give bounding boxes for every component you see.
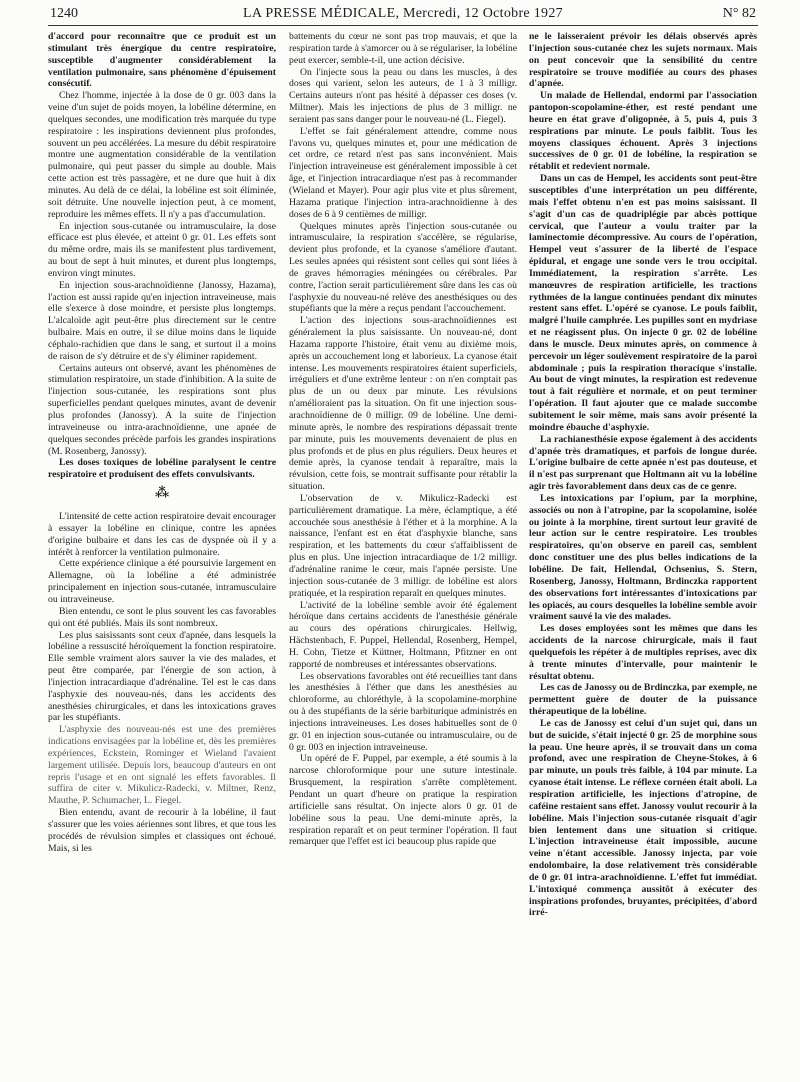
paragraph: L'action des injections sous-arachnoïdiennes est généralement la plus saisissante. Un nouveau-né, dont Hazama rapporte l'histoire, était venu au dixième mois, après un accouchement long et laborieux. La cyanose était intense. Les mouvements respiratoires étaient superficiels, irréguliers et d'une extrême lenteur : on n'en comptait pas plus de un ou deux par minute. Les révulsions n'amélioraient pas la situation. On fit une injection sous-arachnoïdienne de 0 milligr. 09 de lobéline. Une demi-minute après, le nombre des respirations dépassait trente par minute, puis les mouvements devenaient de plus en plus profonds et de plus en plus réguliers. Deux heures et demie après, la cyanose tendait à reparaître, mais la révulsion, cette fois, se montrait suffisante pour rétablir la situation. [289, 315, 517, 493]
paragraph: En injection sous-cutanée ou intramusculaire, la dose efficace est plus élevée, et atteint 0 gr. 01. Les effets sont du même ordre, mais ils se manifestent plus tardivement, au bout de sept à huit minutes, et durent plus longtemps, environ vingt minutes. [48, 220, 276, 279]
paragraph: L'asphyxie des nouveau-nés est une des premières indications envisagées par la lobéline et, dès les premières expériences, Eckstein, Rominger et Wieland l'avaient largement utilisée. Depuis lors, beaucoup d'auteurs en ont repris l'usage et en ont signalé les effets favorables. Il suffira de citer v. Mikulicz-Radecki, v. Miltner, Renz, Mauthe, P. Schumacher, L. Fiegel. [48, 724, 276, 807]
paragraph: Un malade de Hellendal, endormi par l'association pantopon-scopolamine-éther, est resté pendant une heure en état grave d'oligopnée, à 5, puis 4, puis 3 respirations par minute. Le pouls faiblit. Tous les moyens classiques échouent. Après 3 injections successives de 0 gr. 01 de lobéline, la respiration se rétablit et redevient normale. [529, 90, 757, 173]
paragraph: d'accord pour reconnaître que ce produit est un stimulant très énergique du centre respiratoire, susceptible d'augmenter considérablement la ventilation pulmonaire, sans phénomène d'épuisement consécutif. [48, 31, 276, 90]
paragraph: Quelques minutes après l'injection sous-cutanée ou intramusculaire, la respiration s'accélère, se régularise, devient plus profonde, et la cyanose s'améliore d'autant. Les seules apnées qui résistent sont celles qui sont liées à de graves hémorragies méningées ou cérébrales. Par contre, l'action serait particulièrement sûre dans les cas où l'asphyxie du nouveau-né relève des anesthésiques ou des stupéfiants que la mère a reçus pendant l'accouchement. [289, 220, 517, 315]
paragraph: Les cas de Janossy ou de Brdinczka, par exemple, ne permettent guère de douter de la puissance thérapeutique de la lobéline. [529, 682, 757, 718]
paragraph: ne le laisseraient prévoir les délais observés après l'injection sous-cutanée chez les sujets normaux. Mais on peut concevoir que la sensibilité du centre respiratoire se trouve modifiée au cours des phases d'apnée. [529, 31, 757, 90]
paragraph: Les observations favorables ont été recueillies tant dans les anesthésies à l'éther que dans les anesthésies au chloroforme, au chloréthyle, à la scopolamine-morphine ou à des stupéfiants de la série barbiturique administrés en injections intraveineuses. Les doses habituelles sont de 0 gr. 01 en injection sous-cutanée ou intramusculaire, ou de 0 gr. 003 en injection intraveineuse. [289, 670, 517, 753]
paragraph: Les intoxications par l'opium, par la morphine, associés ou non à l'atropine, par la scopolamine, isolée ou jointe à la morphine, tirent surtout leur gravité de leur action sur le centre respiratoire. Les troubles respiratoires, qu'on observe en pareil cas, semblent donc constituer une des plus belles indications de la lobéline. De fait, Hellendal, Ochsenius, S. Stern, Rosenberg, Janossy, Holtmann, Brdinczka rapportent des observations fort intéressantes d'intoxications par les opiacés, au cours desquelles la lobéline semble avoir vraiment sauvé la vie des malades. [529, 492, 757, 623]
paragraph: Certains auteurs ont observé, avant les phénomènes de stimulation respiratoire, un stade d'inhibition. A la suite de l'injection sous-cutanée, les respirations sont plus superficielles pendant quelques minutes, avant de devenir plus profondes (Janossy). A la suite de l'injection intraveineuse ou intra-arachnoïdienne, une apnée de quelques secondes précède parfois les grandes inspirations (M. Rosenberg, Janossy). [48, 362, 276, 457]
paragraph: L'intensité de cette action respiratoire devait encourager à essayer la lobéline en clinique, contre les apnées d'origine bulbaire et dans les cas de dyspnée où il y a intérêt à renforcer la ventilation pulmonaire. [48, 511, 276, 558]
paragraph: L'effet se fait généralement attendre, comme nous l'avons vu, quelques minutes et, pour une médication de cet ordre, ce retard n'est pas sans inconvénient. Mais l'injection intraveineuse est généralement impossible à cet âge, et l'injection intracardiaque n'est pas à recommander (Wieland et Mayer). Pour agir plus vite et plus sûrement, Hazama pratique l'injection intra-arachnoïdienne à des doses de 6 à 9 centièmes de milligr. [289, 125, 517, 220]
paragraph: Cette expérience clinique a été poursuivie largement en Allemagne, où la lobéline a été administrée principalement en injection sous-cutanée, intramusculaire ou intraveineuse. [48, 558, 276, 605]
paragraph: Un opéré de F. Puppel, par exemple, a été soumis à la narcose chloroformique pour une suture intestinale. Brusquement, la respiration s'arrête complètement. Pendant un quart d'heure on pratique la respiration artificielle sans résultat. On injecte alors 0 gr. 01 de lobéline sous la peau. Une demi-minute après, la respiration reparaît et on peut terminer l'opération. Il faut remarquer que l'effet est ici beaucoup plus rapide que [289, 753, 517, 848]
issue-number: N° 82 [722, 6, 756, 21]
page-number: 1240 [50, 6, 78, 21]
paragraph: La rachianesthésie expose également à des accidents d'apnée très dramatiques, et parfois de longue durée. L'origine bulbaire de cette apnée n'est pas douteuse, et il n'est pas surprenant que Holtmann ait vu la lobéline agir très favorablement dans deux cas de ce genre. [529, 433, 757, 493]
text-column-2 [289, 31, 517, 1071]
paragraph: L'observation de v. Mikulicz-Radecki est particulièrement dramatique. La mère, éclamptique, a été accouchée sous anesthésie à l'éther et à la morphine. A la naissance, l'enfant est en état d'asphyxie blanche, sans respiration, et les battements du cœur s'affaiblissent de plus en plus. Une injection intracardiaque de 1/2 milligr. d'adrénaline ranime le cœur, mais l'apnée persiste. Une injection sous-cutanée de 3 milligr. de lobéline est alors pratiquée, et la respiration reparaît en quelques minutes. [289, 492, 517, 599]
paragraph: Bien entendu, avant de recourir à la lobéline, il faut s'assurer que les voies aériennes sont libres, et que tous les procédés de révulsion simples et classiques ont échoué. Mais, si les [48, 807, 276, 854]
paragraph: Les doses employées sont les mêmes que dans les accidents de la narcose chirurgicale, mais il faut quelquefois les répéter à de multiples reprises, avec dix à trente minutes d'intervalle, pour maintenir le résultat obtenu. [529, 623, 757, 682]
paragraph: Dans un cas de Hempel, les accidents sont peut-être susceptibles d'une interprétation un peu différente, mais l'effet obtenu n'en est pas moins saisissant. Il s'agit d'un cas de quadriplégie par abcès pottique cervical, que l'auteur a voulu traiter par la laminectomie décompressive. Au cours de l'opération, Hempel veut s'assurer de la liberté de l'espace épidural, et engage une sonde vers le trou occipital. Immédiatement, la respiration s'arrête. Les manœuvres de respiration artificielle, les tractions rythmées de la langue continuées pendant dix minutes restent sans effet. L'opéré se cyanose. Le pouls faiblit, malgré l'huile camphrée. Les pupilles sont en mydriase et ne réagissent plus. On injecte 0 gr. 02 de lobéline dans le muscle. Deux minutes après, on commence à percevoir un léger soulèvement respiratoire de la paroi abdominale ; puis la respiration thoracique s'installe. Au bout de vingt minutes, la respiration est redevenue tout à fait régulière et normale, et on peut terminer l'opération. Il faut ajouter que ce malade succombe subitement le soir même, mais sans avoir présenté la moindre ébauche d'asphyxie. [529, 173, 757, 433]
paragraph: L'activité de la lobéline semble avoir été également héroïque dans certains accidents de l'anesthésie générale au cours des opérations chirurgicales. Hellwig, Hächstenbach, F. Puppel, Hellendal, Rosenberg, Hempel, H. Cohn, Tietze et Küttner, Holtmann, Pfitzner en ont rapporté de nombreuses et intéressantes observations. [289, 599, 517, 670]
text-column-3 [529, 31, 757, 1071]
text-column-1 [48, 31, 276, 1071]
paragraph: En injection sous-arachnoïdienne (Janossy, Hazama), l'action est aussi rapide qu'en injection intraveineuse, mais elle s'exerce à dose moindre, et persiste plus longtemps. L'alcaloïde agit peut-être plus directement sur le centre bulbaire. Mais en outre, il se dilue moins dans le liquide céphalo-rachidien que dans le sang, et surtout il a moins de raison de s'y détruire et de s'y éliminer rapidement. [48, 279, 276, 362]
publication-title: LA PRESSE MÉDICALE, Mercredi, 12 Octobre 1927 [243, 6, 563, 21]
paragraph: Les plus saisissants sont ceux d'apnée, dans lesquels la lobéline a ressuscité héroïquement la fonction respiratoire. Elle semble vraiment alors sauver la vie des malades, et peut être comparée, par l'énergie de son action, à l'injection intracardiaque d'adrénaline. Tel est le cas dans l'asphyxie des nouveau-nés, dans les accidents des anesthésies chirurgicales, et dans les intoxications graves par les stupéfiants. [48, 629, 276, 724]
page-header [50, 4, 756, 24]
paragraph: Les doses toxiques de lobéline paralysent le centre respiratoire et produisent des effets convulsivants. [48, 457, 276, 481]
paragraph: Le cas de Janossy est celui d'un sujet qui, dans un but de suicide, s'était injecté 0 gr. 25 de morphine sous la peau. Une heure après, il se trouvait dans un coma profond, avec une respiration de Cheyne-Stokes, à 6 par minute, un pouls très faible, à 104 par minute. La cyanose était intense. Le réflexe cornéen était aboli. La respiration artificielle, les injections d'atropine, de caféine restaient sans effet. Janossy voulut recourir à la lobéline. Mais l'injection sous-cutanée risquait d'agir bien lentement dans une situation si critique. L'injection intraveineuse était impossible, aucune veine n'étant accessible. Janossy injecta, par voie endolombaire, la dose relativement très considérable de 0 gr. 01 intra-arachnoïdienne. L'effet fut immédiat. L'intoxiqué commença aussitôt à exécuter des inspirations profondes, bruyantes, précipitées, d'abord irré- [529, 717, 757, 919]
section-separator: ⁂ [154, 486, 170, 502]
header-rule [48, 25, 758, 26]
paragraph: Chez l'homme, injectée à la dose de 0 gr. 003 dans la veine d'un sujet de poids moyen, la lobéline détermine, en quelques secondes, une modification très marquée du type respiratoire : les inspirations deviennent plus profondes, souvent un peu accélérées. La mesure du débit respiratoire montre une augmentation considérable de la ventilation pulmonaire, qui peut passer du simple au double. Mais cette action est très passagère, et ne dure que huit à dix minutes. Au delà de ce délai, la lobéline est soit éliminée, soit détruite. Une nouvelle injection peut, à ce moment, reproduire les mêmes effets. Il n'y a pas d'accumulation. [48, 90, 276, 220]
paragraph: On l'injecte sous la peau ou dans les muscles, à des doses qui varient, selon les auteurs, de 1 à 3 milligr. Certains auteurs n'ont pas hésité à dépasser ces doses (v. Miltner). Mais les injections de plus de 3 milligr. ne seraient pas sans danger pour le nouveau-né (L. Fiegel). [289, 66, 517, 125]
paragraph: Bien entendu, ce sont le plus souvent les cas favorables qui ont été publiés. Mais ils sont nombreux. [48, 605, 276, 629]
paragraph: battements du cœur ne sont pas trop mauvais, et que la respiration tarde à s'amorcer ou à se régulariser, la lobéline peut exercer, semble-t-il, une action décisive. [289, 31, 517, 66]
